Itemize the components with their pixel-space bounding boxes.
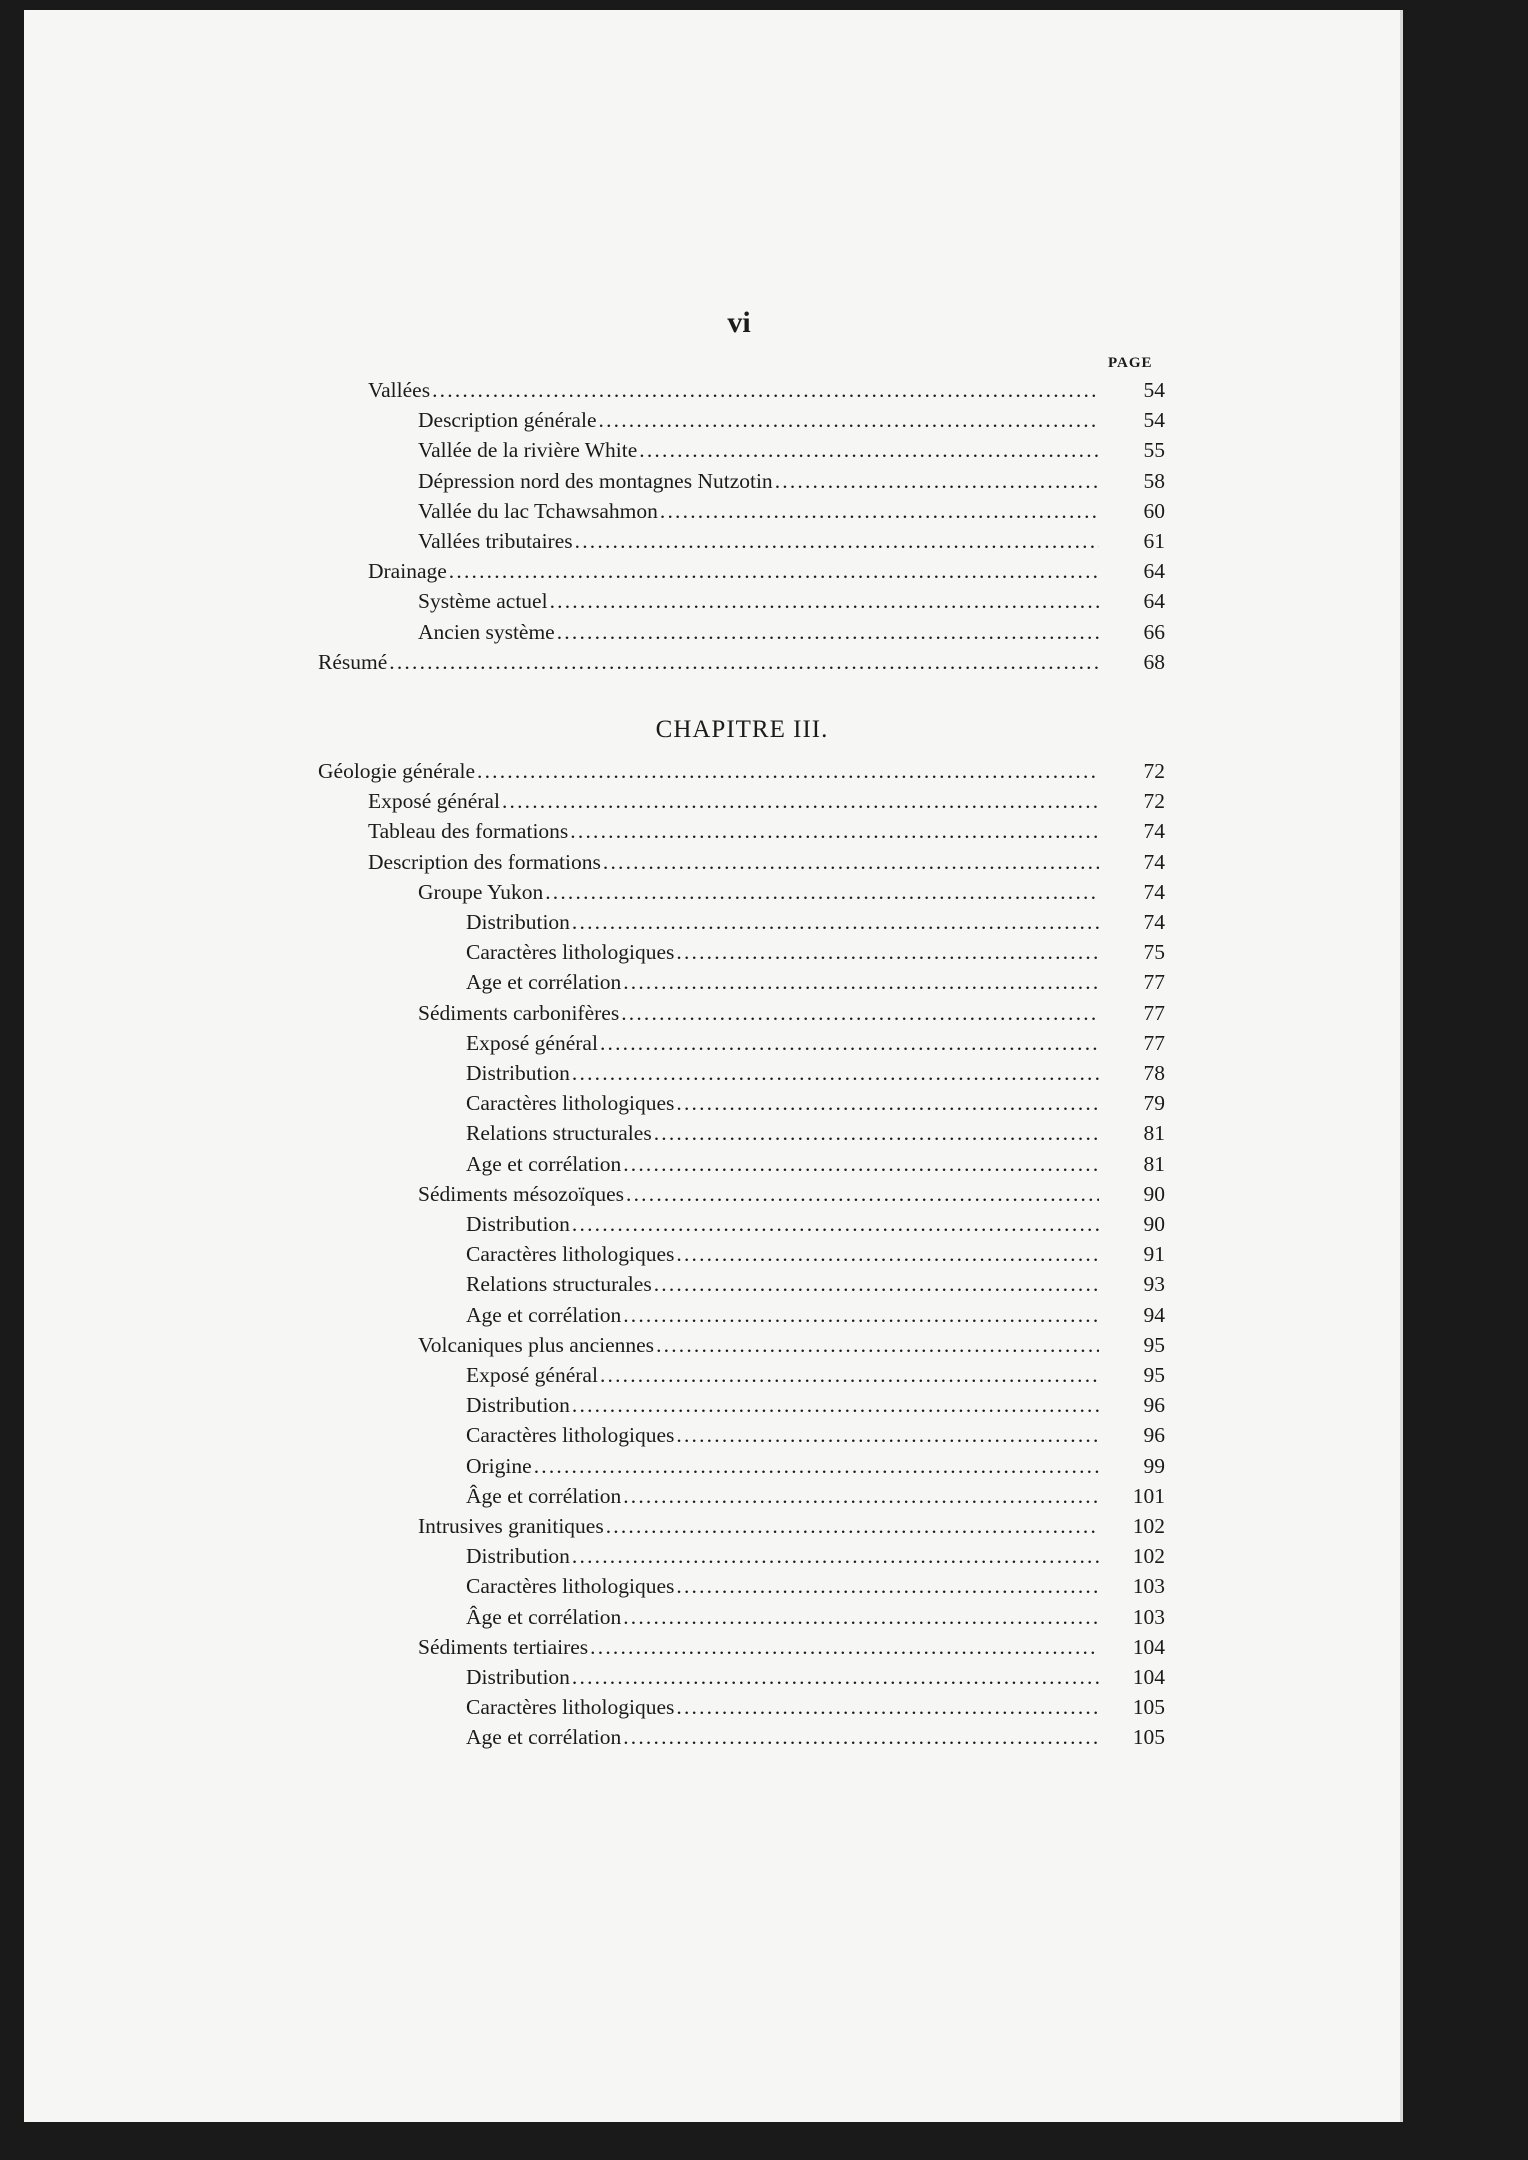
- toc-entry: [466, 1481, 1165, 1511]
- dot-leader: [534, 1451, 1099, 1481]
- toc-entry-page: 90: [1143, 1212, 1165, 1236]
- toc-entry-label: Description générale: [418, 408, 597, 433]
- toc-entry: [368, 786, 1165, 816]
- toc-entry: [466, 1300, 1165, 1330]
- toc-entry-page: 105: [1132, 1695, 1165, 1720]
- toc-entry: [368, 556, 1165, 586]
- dot-leader: [600, 1360, 1099, 1390]
- toc-entry-page: 77: [1143, 1030, 1165, 1055]
- toc-entry: [418, 998, 1165, 1028]
- toc-entry-page: 72: [1143, 759, 1165, 783]
- toc-entry: [466, 1058, 1165, 1088]
- toc-entry: [466, 1360, 1165, 1390]
- toc-entry: [466, 967, 1165, 997]
- toc-entry: [368, 816, 1165, 846]
- dot-leader: [572, 1209, 1099, 1239]
- dot-leader: [599, 405, 1100, 435]
- dot-leader: [623, 1602, 1099, 1632]
- toc-entry-label: Sédiments carbonifères: [418, 1000, 620, 1025]
- toc-entry-page: 91: [1143, 1242, 1165, 1267]
- toc-entry-label: Sédiments mésozoïques: [418, 1181, 625, 1206]
- dot-leader: [570, 816, 1099, 846]
- toc-entry: [466, 1028, 1165, 1058]
- toc-entry-label: Sédiments tertiaires: [418, 1634, 589, 1659]
- toc-entry: [466, 937, 1165, 967]
- toc-entry-page: 54: [1143, 408, 1165, 433]
- dot-leader: [639, 435, 1099, 465]
- dot-leader: [676, 937, 1099, 967]
- toc-entry: [466, 1571, 1165, 1601]
- toc-entry-page: 54: [1143, 378, 1165, 402]
- toc-entry-label: Intrusives granitiques: [418, 1514, 604, 1538]
- dot-leader: [623, 1300, 1099, 1330]
- dot-leader: [676, 1088, 1099, 1118]
- toc-entry: [466, 1209, 1165, 1239]
- toc-entry-page: 64: [1143, 559, 1165, 584]
- toc-entry: [368, 375, 1165, 405]
- toc-entry-page: 79: [1143, 1091, 1165, 1116]
- toc-entry-label: Caractères lithologiques: [466, 1423, 675, 1448]
- toc-entry-page: 99: [1143, 1453, 1165, 1478]
- toc-entry-label: Distribution: [466, 1665, 570, 1689]
- dot-leader: [676, 1571, 1099, 1601]
- dot-leader: [606, 1511, 1099, 1541]
- dot-leader: [477, 756, 1099, 786]
- dot-leader: [621, 998, 1099, 1028]
- dot-leader: [389, 647, 1099, 677]
- toc-entry-label: Volcaniques plus anciennes: [418, 1332, 655, 1357]
- chapter-heading: CHAPITRE III.: [655, 716, 829, 743]
- dot-leader: [626, 1179, 1099, 1209]
- dot-leader: [432, 375, 1099, 405]
- toc-entry-label: Caractères lithologiques: [466, 1091, 675, 1116]
- dot-leader: [575, 526, 1099, 556]
- toc-entry: [418, 435, 1165, 465]
- dot-leader: [572, 1390, 1099, 1420]
- toc-entry: [466, 1722, 1165, 1752]
- toc-entry-page: 74: [1143, 849, 1165, 874]
- toc-entry-label: Caractères lithologiques: [466, 1695, 675, 1720]
- toc-entry-page: 60: [1143, 498, 1165, 523]
- toc-entry: [466, 1239, 1165, 1269]
- dot-leader: [676, 1420, 1099, 1450]
- toc-entry: [418, 877, 1165, 907]
- toc-entry-page: 96: [1143, 1423, 1165, 1448]
- toc-entry-page: 96: [1143, 1393, 1165, 1418]
- dot-leader: [572, 1541, 1099, 1571]
- toc-entry-page: 103: [1132, 1604, 1165, 1629]
- dot-leader: [590, 1632, 1099, 1662]
- toc-entry-label: Caractères lithologiques: [466, 1574, 675, 1599]
- toc-entry-page: 94: [1143, 1302, 1165, 1327]
- toc-entry-label: Age et corrélation: [466, 970, 622, 995]
- toc-entry-page: 95: [1143, 1332, 1165, 1357]
- toc-entry: [418, 1511, 1165, 1541]
- toc-entry: [466, 1118, 1165, 1148]
- toc-entry-page: 78: [1143, 1061, 1165, 1085]
- toc-entry-page: 101: [1132, 1483, 1165, 1508]
- toc-entry-label: Caractères lithologiques: [466, 1242, 675, 1267]
- dot-leader: [550, 586, 1099, 616]
- toc-entry-label: Relations structurales: [466, 1272, 652, 1297]
- toc-entry-page: 81: [1143, 1151, 1165, 1176]
- dot-leader: [623, 1481, 1099, 1511]
- toc-entry-page: 103: [1132, 1574, 1165, 1599]
- toc-entry-label: Drainage: [368, 559, 447, 584]
- toc-entry: [466, 1088, 1165, 1118]
- toc-entry-page: 93: [1143, 1272, 1165, 1297]
- toc-entry-page: 61: [1143, 529, 1165, 553]
- toc-entry-page: 77: [1143, 1000, 1165, 1025]
- dot-leader: [660, 496, 1099, 526]
- dot-leader: [623, 1149, 1099, 1179]
- dot-leader: [676, 1692, 1099, 1722]
- toc-entry-label: Vallée de la rivière White: [418, 438, 638, 463]
- toc-entry: [466, 1269, 1165, 1299]
- dot-leader: [449, 556, 1099, 586]
- page-column-header: PAGE: [1108, 355, 1153, 371]
- toc-entry-label: Système actuel: [418, 589, 548, 614]
- toc-entry-label: Exposé général: [466, 1363, 598, 1387]
- toc-entry: [418, 586, 1165, 616]
- toc-entry: [466, 1692, 1165, 1722]
- toc-entry: [418, 405, 1165, 435]
- toc-entry: [466, 1149, 1165, 1179]
- toc-entry: [418, 526, 1165, 556]
- toc-entry: [418, 617, 1165, 647]
- toc-entry-page: 102: [1132, 1544, 1165, 1569]
- dot-leader: [502, 786, 1099, 816]
- toc-entry: [418, 1330, 1165, 1360]
- toc-entry-page: 104: [1132, 1634, 1165, 1659]
- dot-leader: [775, 466, 1099, 496]
- toc-entry-label: Géologie générale: [318, 759, 475, 783]
- toc-entry-page: 72: [1143, 789, 1165, 814]
- toc-entry: [466, 1602, 1165, 1632]
- toc-entry-label: Origine: [466, 1453, 532, 1478]
- toc-entry-label: Résumé: [318, 649, 388, 674]
- toc-entry-label: Vallées tributaires: [418, 529, 573, 553]
- page-number: vi: [727, 306, 751, 339]
- toc-entry-label: Distribution: [466, 1212, 570, 1236]
- toc-entry-page: 102: [1132, 1514, 1165, 1538]
- toc-entry-label: Âge et corrélation: [466, 1483, 622, 1508]
- toc-entry: [466, 1420, 1165, 1450]
- toc-entry-page: 64: [1143, 589, 1165, 614]
- toc-entry-page: 77: [1143, 970, 1165, 995]
- toc-entry-page: 104: [1132, 1665, 1165, 1689]
- dot-leader: [600, 1028, 1099, 1058]
- toc-entry-page: 90: [1143, 1181, 1165, 1206]
- dot-leader: [623, 1722, 1099, 1752]
- toc-entry: [466, 1662, 1165, 1692]
- toc-entry-page: 74: [1143, 879, 1165, 904]
- dot-leader: [545, 877, 1099, 907]
- toc-entry-page: 74: [1143, 910, 1165, 934]
- toc-entry-page: 74: [1143, 819, 1165, 844]
- toc-entry-label: Vallée du lac Tchawsahmon: [418, 498, 658, 523]
- toc-entry-label: Caractères lithologiques: [466, 940, 675, 965]
- dot-leader: [676, 1239, 1099, 1269]
- toc-entry: [466, 1451, 1165, 1481]
- toc-entry-page: 66: [1143, 619, 1165, 644]
- toc-entry-label: Description des formations: [368, 849, 601, 874]
- toc-entry: [418, 466, 1165, 496]
- toc-entry-page: 75: [1143, 940, 1165, 965]
- toc-entry-label: Age et corrélation: [466, 1725, 622, 1750]
- toc-entry: [418, 496, 1165, 526]
- toc-entry: [466, 907, 1165, 937]
- dot-leader: [654, 1269, 1099, 1299]
- toc-entry: [368, 847, 1165, 877]
- toc-entry-label: Ancien système: [418, 619, 555, 644]
- dot-leader: [572, 1662, 1099, 1692]
- toc-entry: [318, 647, 1165, 677]
- toc-entry-label: Dépression nord des montagnes Nutzotin: [418, 468, 773, 493]
- toc-entry-label: Age et corrélation: [466, 1151, 622, 1176]
- toc-entry-page: 95: [1143, 1363, 1165, 1387]
- toc-entry: [466, 1541, 1165, 1571]
- toc-entry-label: Relations structurales: [466, 1121, 652, 1146]
- toc-entry-label: Âge et corrélation: [466, 1604, 622, 1629]
- toc-entry: [466, 1390, 1165, 1420]
- toc-entry-label: Distribution: [466, 1061, 570, 1085]
- toc-entry-page: 105: [1132, 1725, 1165, 1750]
- toc-entry-label: Age et corrélation: [466, 1302, 622, 1327]
- dot-leader: [656, 1330, 1099, 1360]
- toc-entry-page: 81: [1143, 1121, 1165, 1146]
- toc-entry: [418, 1632, 1165, 1662]
- toc-entry-label: Distribution: [466, 1544, 570, 1569]
- toc-entry-label: Distribution: [466, 910, 570, 934]
- dot-leader: [572, 907, 1099, 937]
- dot-leader: [603, 847, 1099, 877]
- toc-entry-label: Groupe Yukon: [418, 879, 544, 904]
- toc-entry-page: 55: [1143, 438, 1165, 463]
- toc-entry-label: Exposé général: [368, 789, 500, 814]
- toc-entry: [318, 756, 1165, 786]
- toc-entry-label: Exposé général: [466, 1030, 598, 1055]
- toc-entry: [418, 1179, 1165, 1209]
- dot-leader: [654, 1118, 1099, 1148]
- toc-entry-page: 58: [1143, 468, 1165, 493]
- dot-leader: [557, 617, 1099, 647]
- dot-leader: [623, 967, 1099, 997]
- toc-entry-label: Distribution: [466, 1393, 570, 1418]
- dot-leader: [572, 1058, 1099, 1088]
- toc-entry-label: Vallées: [368, 378, 431, 402]
- toc-entry-label: Tableau des formations: [368, 819, 569, 844]
- toc-entry-page: 68: [1143, 649, 1165, 674]
